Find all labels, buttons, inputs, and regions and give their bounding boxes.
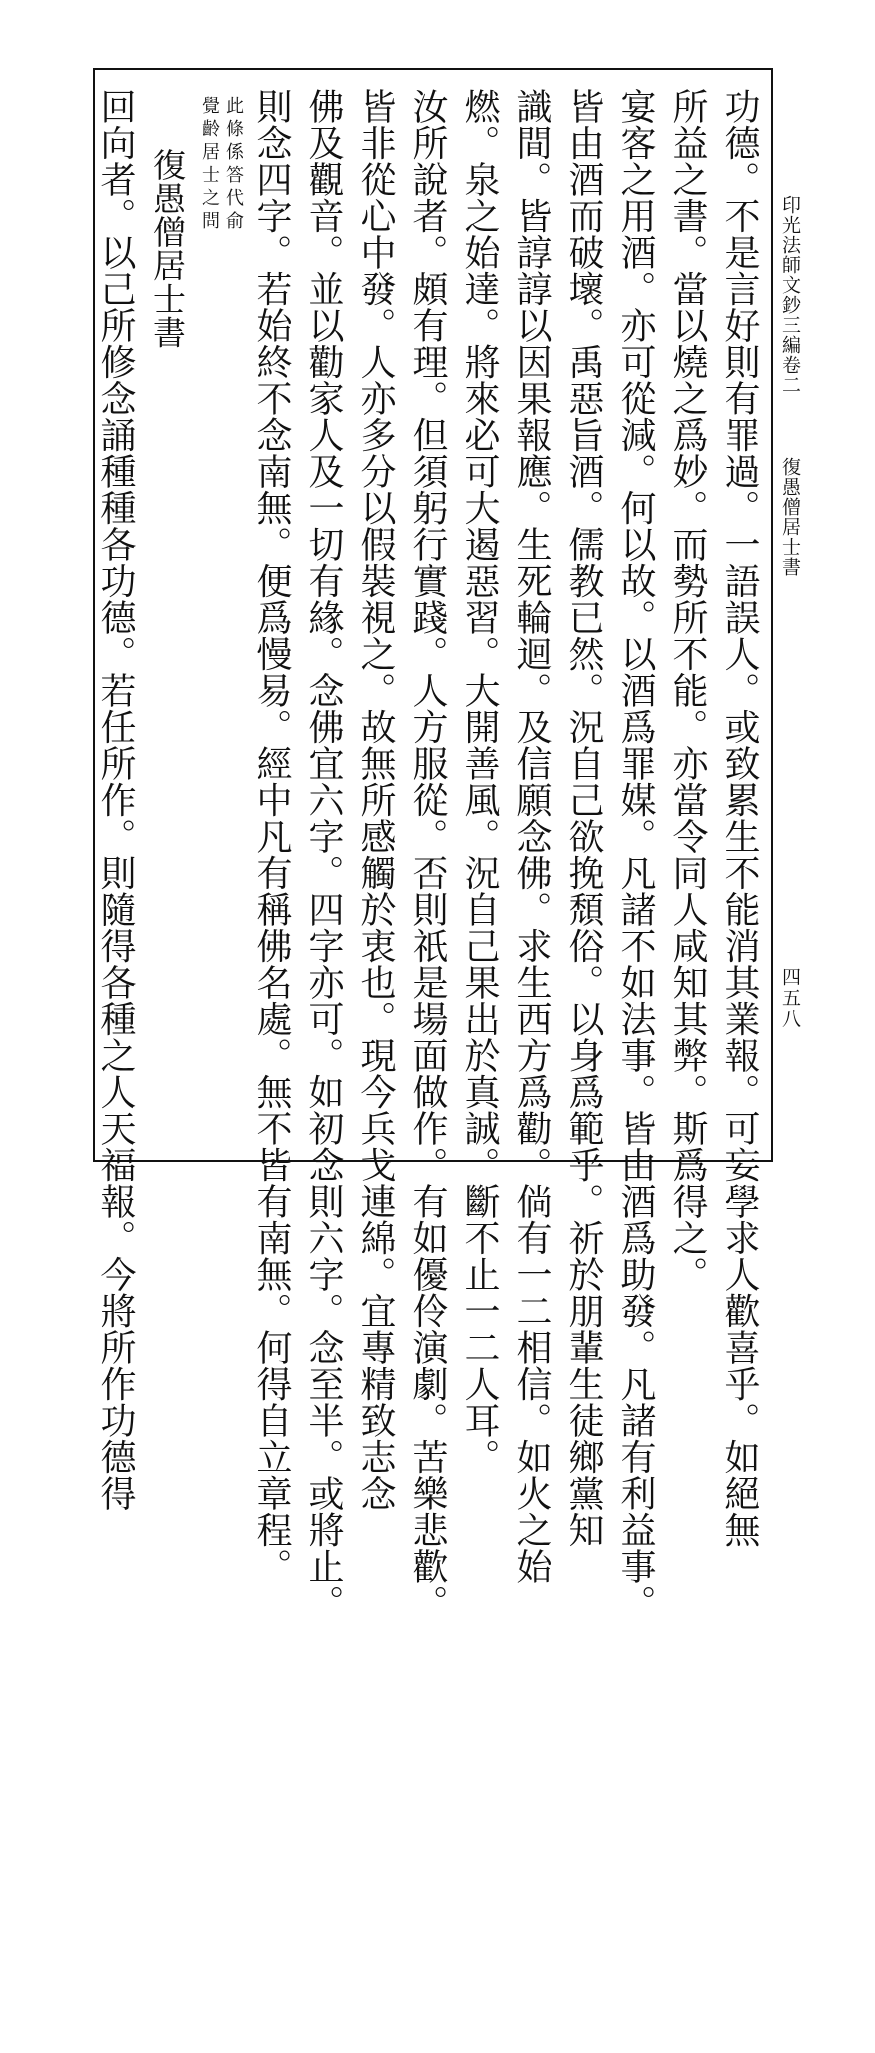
text-column: 識間。皆諄諄以因果報應。生死輪迴。及信願念佛。求生西方爲勸。倘有一二相信。如火之始	[511, 88, 552, 1585]
running-header-title: 印光法師文鈔三編卷二	[779, 195, 801, 395]
running-header-section: 復愚僧居士書	[779, 457, 801, 577]
text-column: 宴客之用酒。亦可從減。何以故。以酒爲罪媒。凡諸不如法事。皆由酒爲助發。凡諸有利益事。	[615, 88, 656, 1621]
text-column: 皆非從心中發。人亦多分以假裝視之。故無所感觸於衷也。現今兵戈連綿。宜專精致志念	[355, 88, 396, 1512]
text-column: 燃。泉之始達。將來必可大遏惡習。大開善風。況自己果出於真誠。斷不止一二人耳。	[459, 88, 500, 1475]
text-column: 汝所說者。頗有理。但須躬行實踐。人方服從。否則祇是場面做作。有如優伶演劇。苦樂悲歡。	[407, 88, 448, 1621]
text-column: 則念四字。若始終不念南無。便爲慢易。經中凡有稱佛名處。無不皆有南無。何得自立章程。	[251, 88, 292, 1585]
text-column: 功德。不是言好則有罪過。一語誤人。或致累生不能消其業報。可妄學求人歡喜乎。如絕無	[719, 88, 760, 1548]
text-column: 佛及觀音。並以勸家人及一切有緣。念佛宜六字。四字亦可。如初念則六字。念至半。或將止。	[303, 88, 344, 1621]
annotation-line: 覺齡居士之問	[199, 96, 220, 234]
main-text-block	[95, 88, 765, 1621]
annotation-line: 此條係答代俞	[223, 96, 244, 234]
text-column: 回向者。以己所修念誦種種各功德。若任所作。則隨得各種之人天福報。今將所作功德得	[95, 88, 136, 1512]
text-column: 所益之書。當以燒之爲妙。而勢所不能。亦當令同人咸知其弊。斯爲得之。	[667, 88, 708, 1293]
page-number: 四五八	[779, 967, 801, 1030]
text-column: 皆由酒而破壞。禹惡旨酒。儒教已然。況自己欲挽頹俗。以身爲範乎。祈於朋輩生徒鄉黨知	[563, 88, 604, 1548]
letter-title: 復愚僧居士書	[148, 148, 187, 349]
annotation-note	[197, 88, 245, 1148]
